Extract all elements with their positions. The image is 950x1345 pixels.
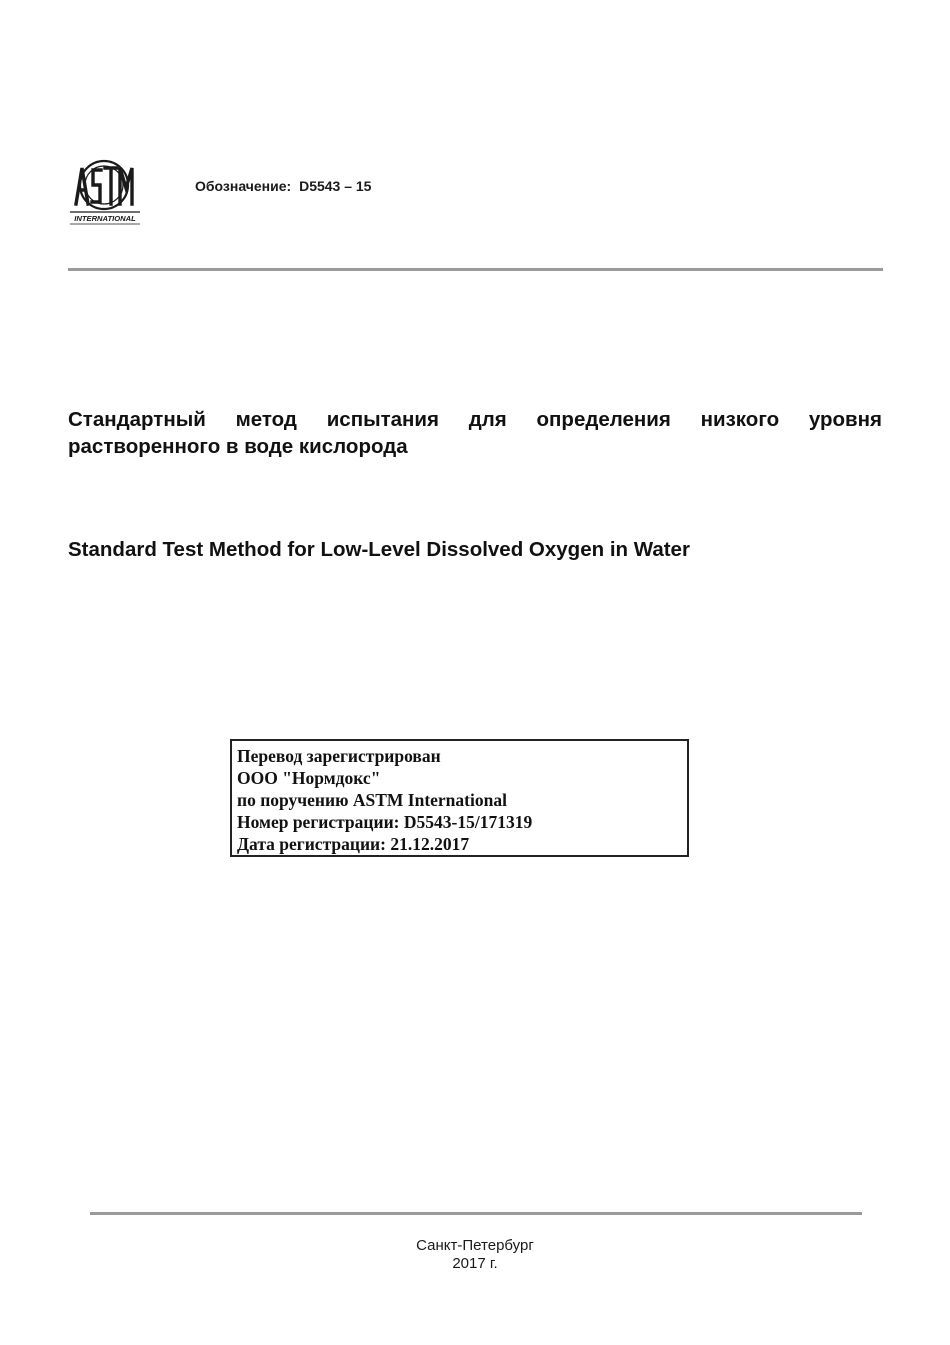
footer — [0, 1237, 950, 1273]
registration-line-3: по поручению ASTM International — [237, 790, 507, 810]
registration-line-2: ООО "Нормдокс" — [237, 768, 381, 788]
designation-value: D5543 – 15 — [299, 178, 372, 194]
designation — [195, 178, 371, 194]
top-divider — [68, 268, 883, 271]
footer-city: Санкт-Петербург — [416, 1237, 534, 1254]
title-russian: Стандартный метод испытания для определения низкого уровня растворенного в воде кислорода — [68, 408, 882, 458]
registration-line-5: Дата регистрации: 21.12.2017 — [237, 834, 470, 854]
registration-box — [230, 739, 689, 857]
astm-logo-icon — [68, 158, 142, 228]
astm-logo — [68, 158, 142, 228]
bottom-divider — [90, 1212, 862, 1215]
registration-line-1: Перевод зарегистрирован — [237, 746, 441, 766]
designation-label: Обозначение: — [195, 178, 292, 194]
registration-line-4: Номер регистрации: D5543-15/171319 — [237, 812, 533, 832]
logo-label: INTERNATIONAL — [74, 214, 136, 223]
title-english: Standard Test Method for Low-Level Dissolved Oxygen in Water — [68, 538, 690, 561]
footer-year: 2017 г. — [452, 1255, 498, 1272]
